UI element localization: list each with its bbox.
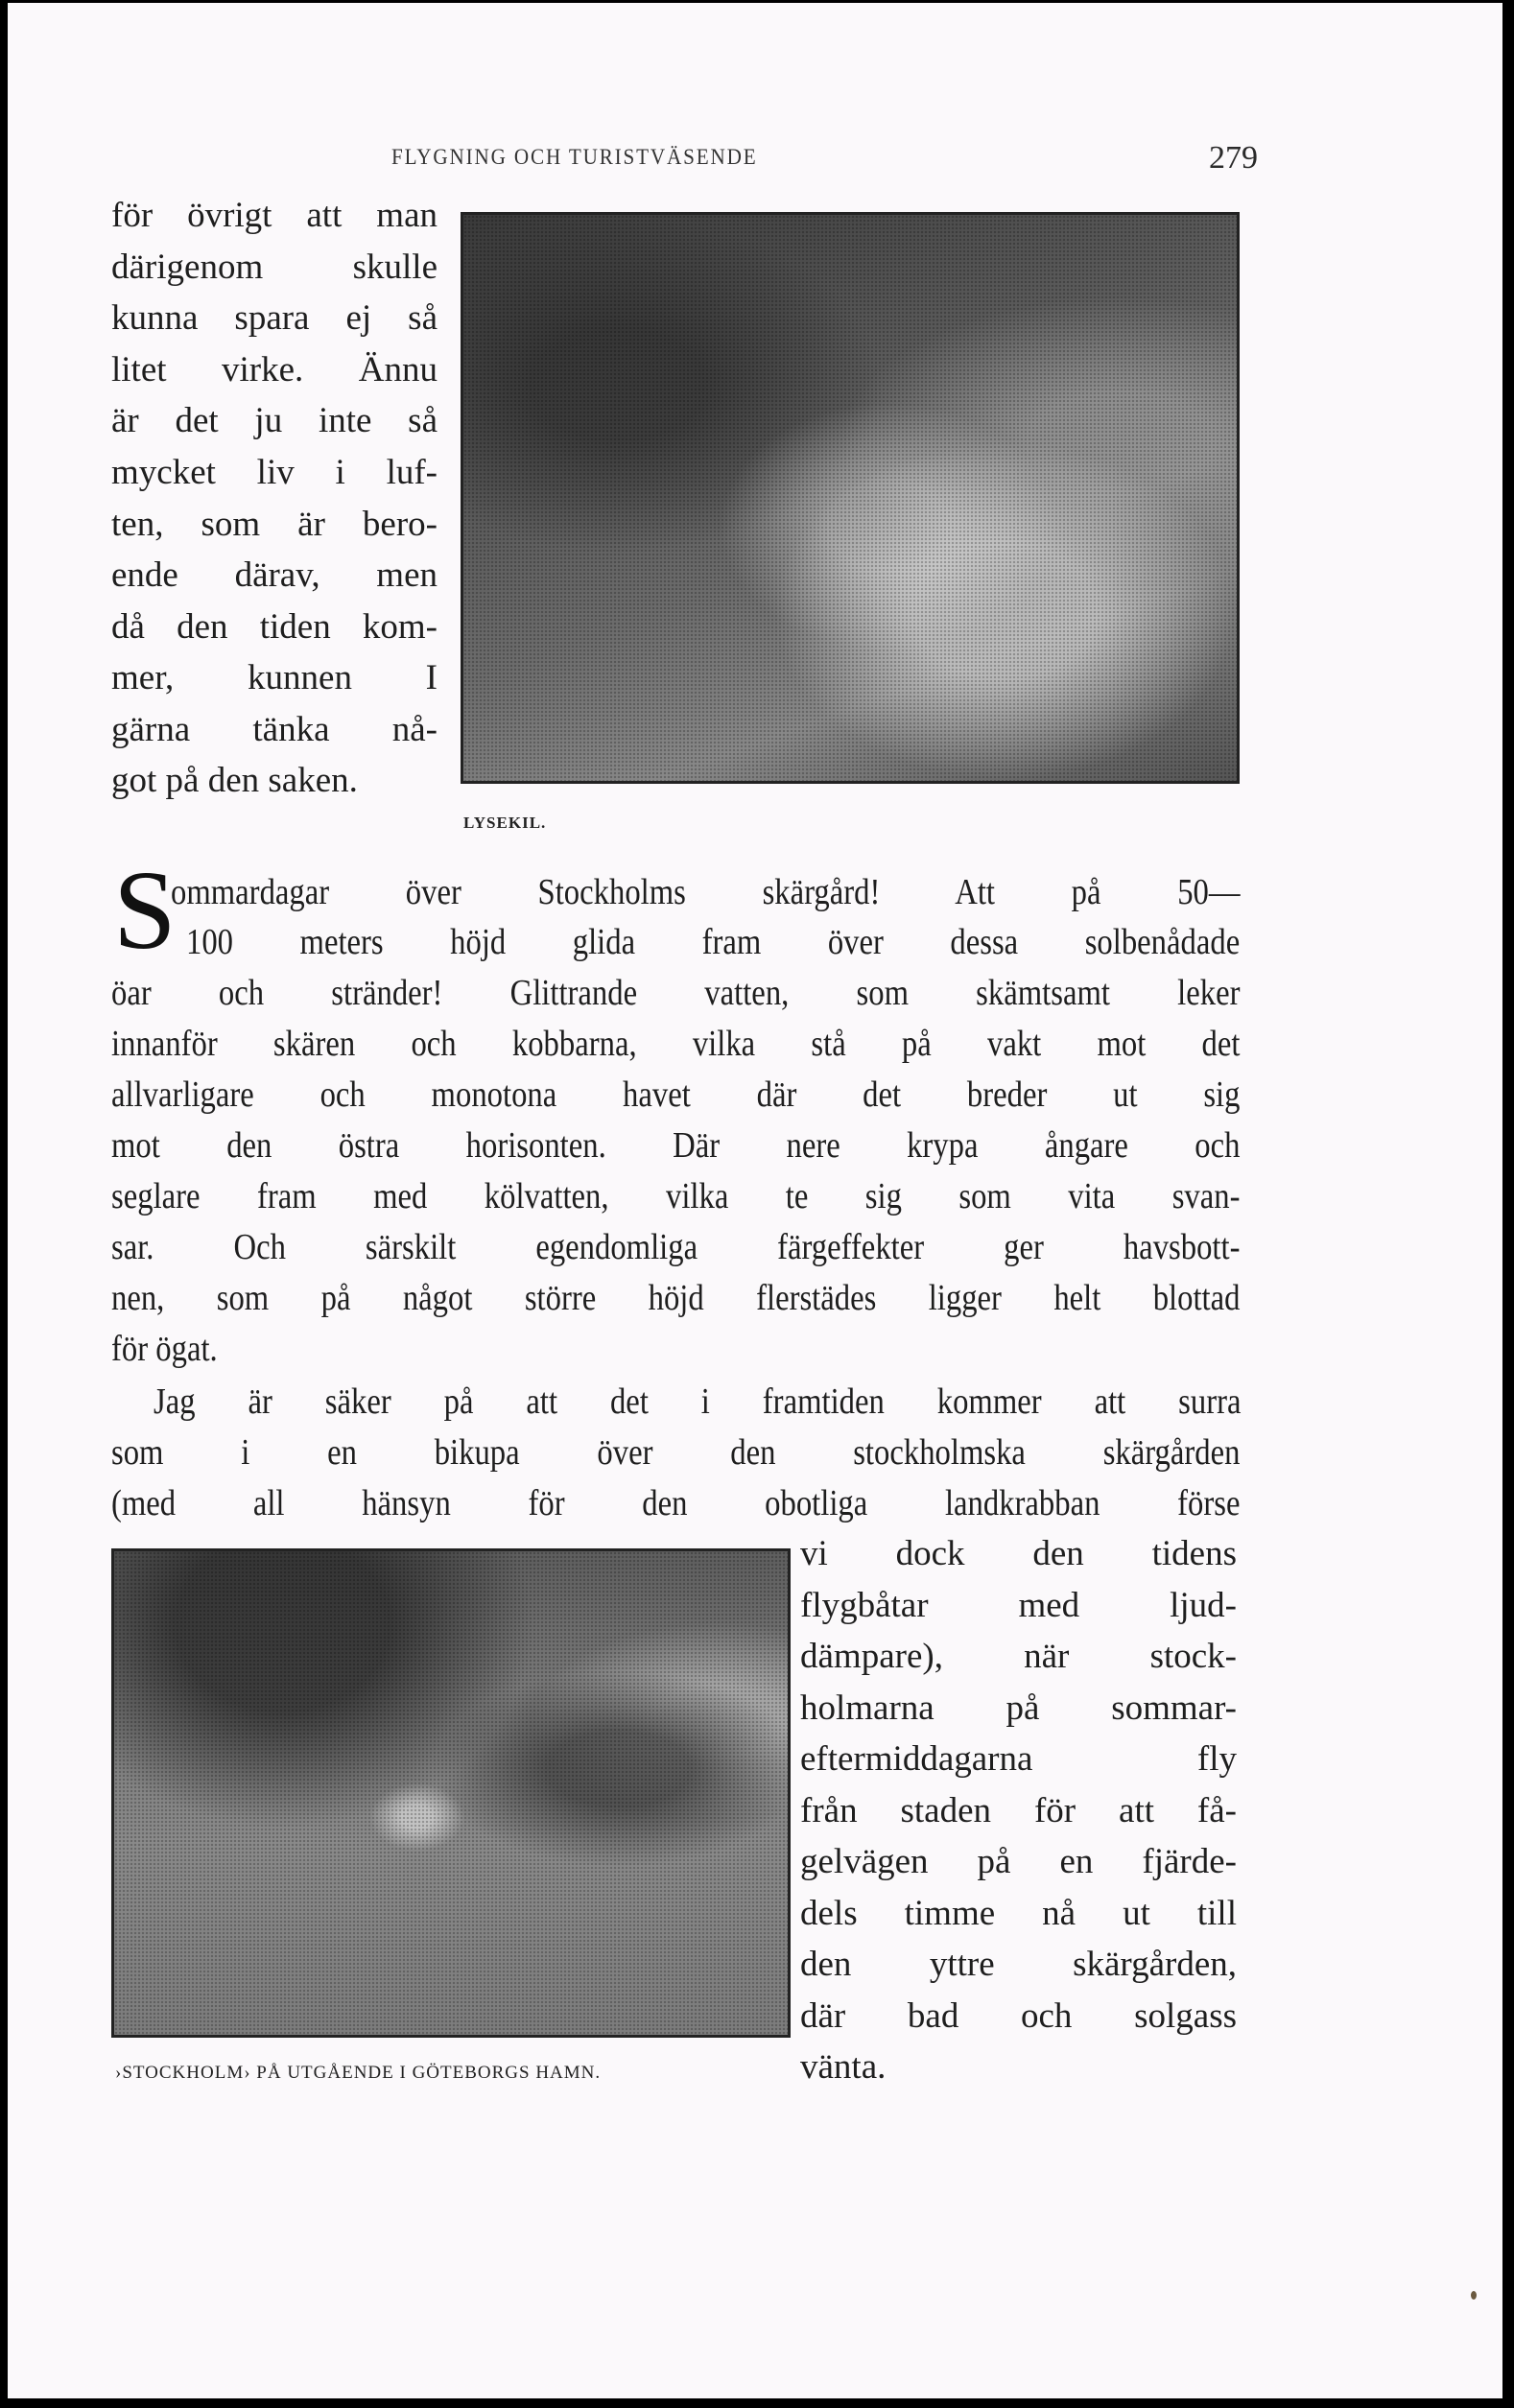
text-line: för övrigt att man — [111, 196, 438, 235]
text-line: som i en bikupa över den stockholmska skärgården — [111, 1432, 1241, 1473]
book-page — [8, 3, 1502, 2398]
text-line: vänta. — [800, 2047, 887, 2087]
text-line: litet virke. Ännu — [111, 350, 438, 390]
stockholm-ship-photo — [111, 1548, 791, 2038]
text-line: dels timme nå ut till — [800, 1894, 1237, 1933]
text-line: är det ju inte så — [111, 401, 438, 440]
text-line: öar och stränder! Glittrande vatten, som skämtsamt leker — [111, 973, 1241, 1013]
text-line: mot den östra horisonten. Där nere krypa ångare och — [111, 1125, 1241, 1166]
text-line: innanför skären och kobbarna, vilka stå på vakt mot det — [111, 1024, 1241, 1064]
text-line: från staden för att få- — [800, 1791, 1237, 1830]
text-line: nen, som på något större höjd flerstädes ligger helt blottad — [111, 1278, 1241, 1318]
text-line: mer, kunnen I — [111, 658, 438, 697]
text-line: gelvägen på en fjärde- — [800, 1842, 1237, 1881]
text-line: kunna spara ej så — [111, 298, 438, 338]
text-line: därigenom skulle — [111, 248, 438, 287]
text-line: seglare fram med kölvatten, vilka te sig som vita svan- — [111, 1176, 1241, 1216]
paper-speck — [1471, 2291, 1477, 2300]
text-line: vi dock den tidens — [800, 1534, 1237, 1573]
text-line: got på den saken. — [111, 761, 358, 800]
text-line: Jag är säker på att det i framtiden kommer att surra — [154, 1381, 1242, 1422]
text-line: den yttre skärgården, — [800, 1945, 1237, 1984]
text-line: då den tiden kom- — [111, 607, 438, 647]
text-line: (med all hänsyn för den obotliga landkrabban förse — [111, 1483, 1241, 1523]
text-line: 100 meters höjd glida fram över dessa solbenådade — [186, 922, 1241, 962]
text-line: där bad och solgass — [800, 1996, 1237, 2036]
text-line: mycket liv i luf- — [111, 453, 438, 492]
running-title: FLYGNING OCH TURISTVÄSENDE — [391, 145, 758, 169]
text-line: dämpare), när stock- — [800, 1637, 1237, 1676]
text-line: flygbåtar med ljud- — [800, 1586, 1237, 1625]
stockholm-caption: ›STOCKHOLM› PÅ UTGÅENDE I GÖTEBORGS HAMN. — [115, 2063, 602, 2083]
lysekil-caption: LYSEKIL. — [463, 814, 547, 832]
text-line: sar. Och särskilt egendomliga färgeffekter ger havsbott- — [111, 1227, 1241, 1267]
text-line: allvarligare och monotona havet där det breder ut sig — [111, 1074, 1241, 1115]
text-line: för ögat. — [111, 1329, 218, 1369]
page-number: 279 — [1209, 140, 1258, 176]
drop-cap: S — [113, 847, 177, 973]
text-line: holmarna på sommar- — [800, 1688, 1237, 1728]
text-line: gärna tänka nå- — [111, 710, 438, 749]
text-line: ende därav, men — [111, 555, 438, 595]
lysekil-photo — [461, 212, 1240, 784]
text-line: ommardagar över Stockholms skärgård! Att på 50— — [171, 872, 1241, 912]
text-line: ten, som är bero- — [111, 505, 438, 544]
text-line: eftermiddagarna fly — [800, 1739, 1237, 1779]
